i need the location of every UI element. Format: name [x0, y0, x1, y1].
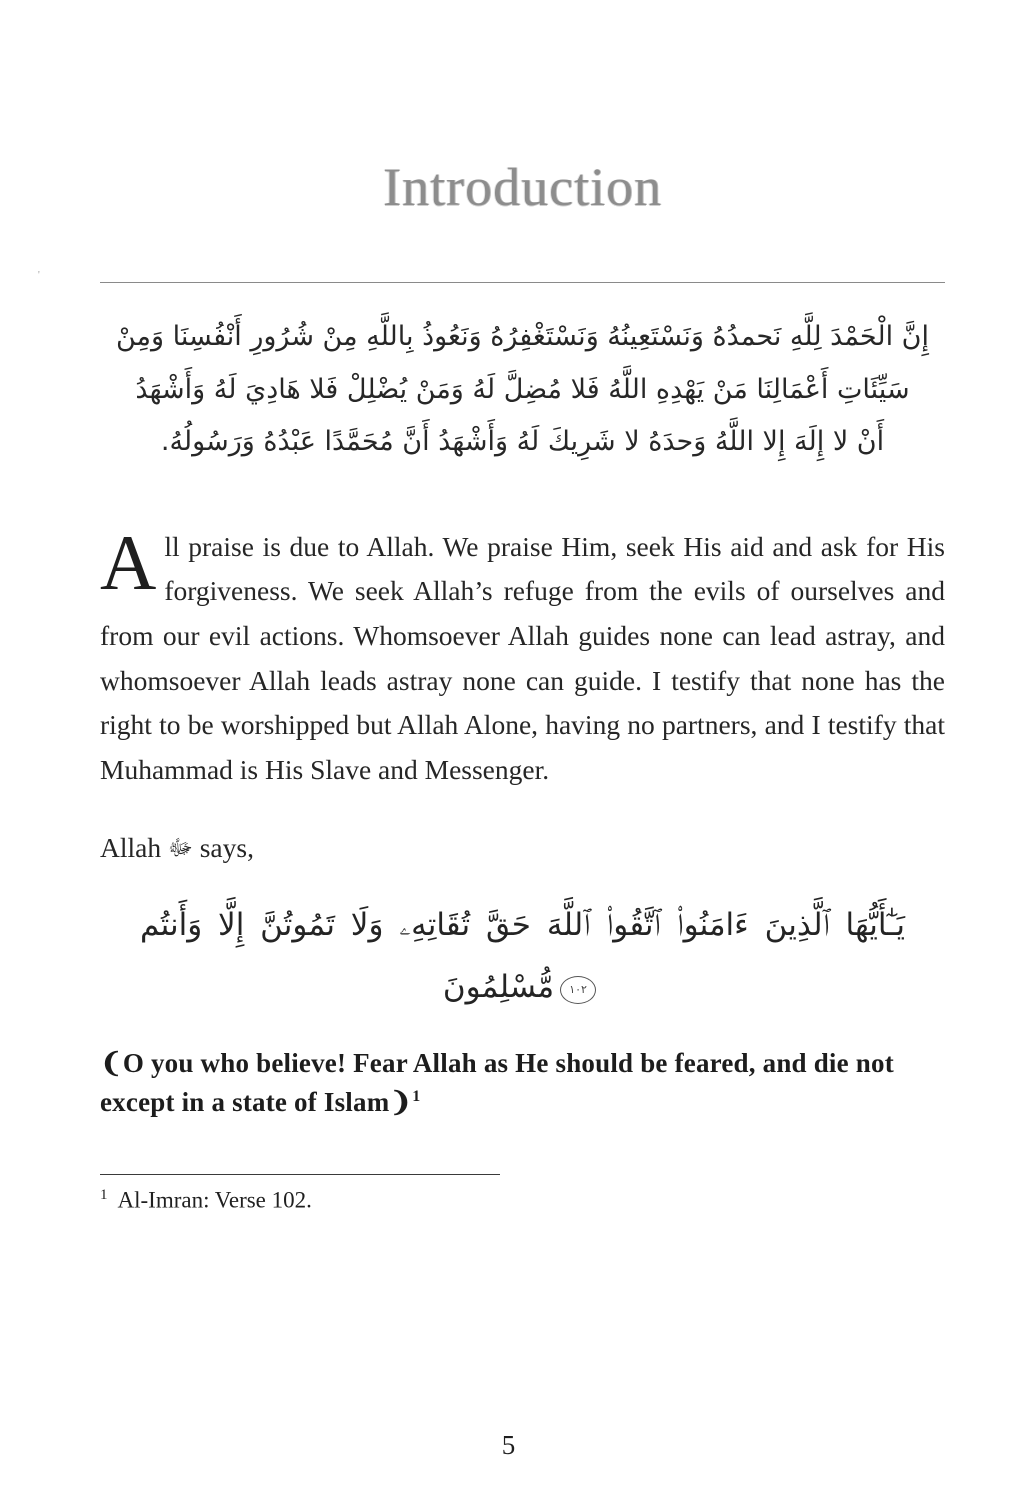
- quran-verse-line-2-text: مُّسْلِمُونَ: [442, 968, 555, 1005]
- introduction-paragraph-text: ll praise is due to Allah. We praise Him, seek His aid and ask for His forgiveness. We seek Allah’s refuge from the evils of ourselves and from our evil actions. Whomsoever Allah guides none can lead astray, and whomsoever Allah leads astray none can guide. I testify that none has the right to be worshipped but Allah Alone, having no partners, and I testify that Muhammad is His Slave and Messenger.: [100, 530, 945, 785]
- page-title: Introduction: [383, 157, 662, 217]
- arabic-line-1: إِنَّ الْحَمْدَ لِلَّهِ نَحمدُهُ وَنَسْتَعِينُهُ وَنَسْتَغْفِرُهُ وَنَعُوذُ بِاللَّهِ مِنْ شُرُورِ أَنْفُسِنَا وَمِنْ: [115, 321, 930, 352]
- quran-verse-line-2: [100, 956, 945, 1018]
- margin-mark: ': [38, 270, 40, 281]
- footnote-text: Al-Imran: Verse 102.: [117, 1187, 312, 1213]
- footnote: [100, 1187, 945, 1214]
- footnote-marker: 1: [100, 1186, 108, 1203]
- arabic-line-3: أَنْ لا إِلَهَ إِلا اللَّهُ وَحدَهُ لا شَرِيكَ لَهُ وَأَشْهَدُ أَنَّ مُحَمَّدًا عَبْدُهُ وَرَسُولُهُ.: [160, 426, 885, 458]
- allah-says-prefix: Allah: [100, 832, 162, 864]
- arabic-opening-khutbah: [100, 311, 945, 469]
- ayah-number-marker: ١٠٢: [560, 976, 596, 1004]
- title-divider: [100, 282, 945, 283]
- page-content: [100, 0, 945, 1500]
- verse-translation: [100, 1044, 945, 1122]
- arabic-line-2: سَيِّئَاتِ أَعْمَالِنَا مَنْ يَهْدِهِ اللَّهُ فَلا مُضِلَّ لَهُ وَمَنْ يُضْلِلْ فَلا هَادِيَ لَهُ وَأَشْهَدُ: [135, 373, 910, 405]
- verse-translation-text: ❨O you who believe! Fear Allah as He should be feared, and die not except in a state of Islam❩: [100, 1047, 894, 1117]
- allah-says-suffix: says,: [199, 832, 254, 864]
- introduction-paragraph: [100, 518, 945, 792]
- allah-says-line: [100, 832, 945, 866]
- page-number: 5: [501, 1430, 516, 1460]
- verse-footnote-reference: 1: [412, 1087, 421, 1105]
- footnote-divider: [100, 1174, 500, 1175]
- drop-cap: A: [100, 518, 157, 606]
- quran-verse-line-1: يَـٰٓأَيُّهَا ٱلَّذِينَ ءَامَنُوا۟ ٱتَّقُوا۟ ٱللَّهَ حَقَّ تُقَاتِهِۦ وَلَا تَمُوتُنَّ إِلَّا وَأَنتُم: [139, 906, 906, 943]
- quran-verse: [100, 894, 945, 1018]
- jalla-jalaluhu-glyph: ﷻ: [167, 836, 193, 862]
